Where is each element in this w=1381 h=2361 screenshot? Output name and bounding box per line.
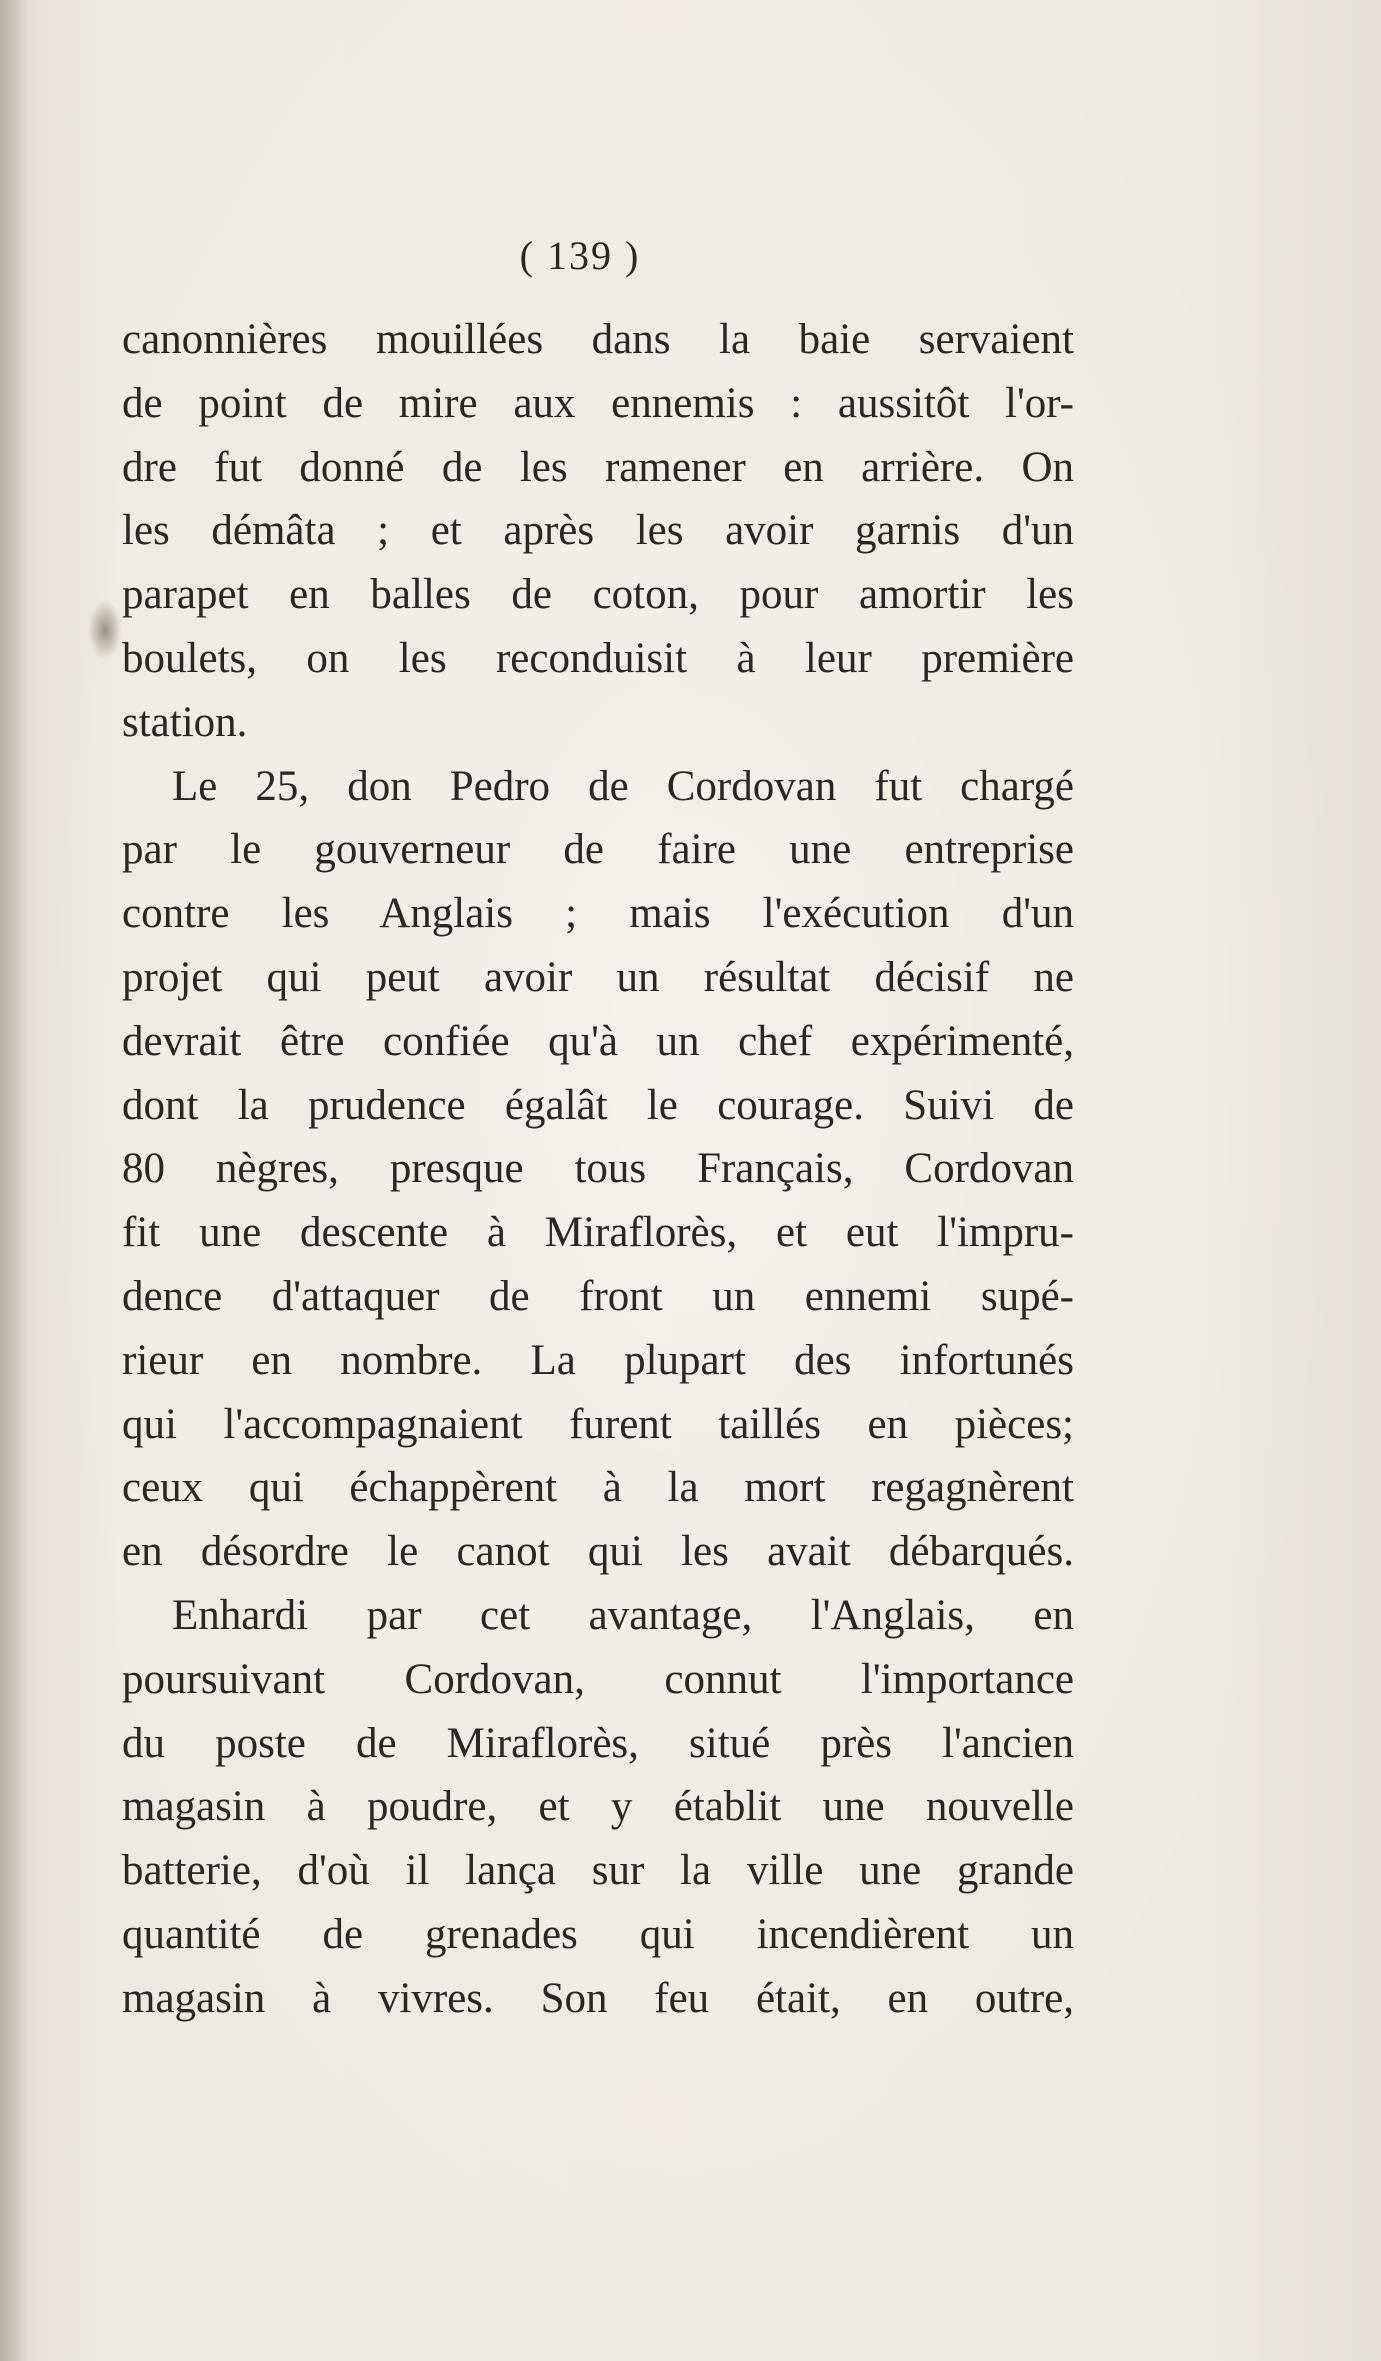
text-line: fit une descente à Miraflorès, et eut l'impru- [122, 1209, 1074, 1257]
text-line: canonnières mouillées dans la baie servaient [122, 316, 1074, 363]
text-line: en désordre le canot qui les avait débarqués. [122, 1528, 1074, 1576]
text-line: parapet en balles de coton, pour amortir les [122, 571, 1074, 619]
text-line: de point de mire aux ennemis : aussitôt l'or- [122, 379, 1074, 427]
text-line: dre fut donné de les ramener en arrière. On [122, 443, 1074, 491]
text-line: 80 nègres, presque tous Français, Cordovan [122, 1145, 1074, 1193]
text-line: dence d'attaquer de front un ennemi supé- [122, 1272, 1074, 1320]
body-text [122, 308, 1074, 2031]
text-line: les démâta ; et après les avoir garnis d'un [122, 507, 1074, 555]
text-line: poursuivant Cordovan, connut l'importance [122, 1655, 1074, 1703]
text-line: Le 25, don Pedro de Cordovan fut chargé [172, 762, 1074, 810]
text-line: boulets, on les reconduisit à leur première [122, 634, 1074, 682]
text-line: du poste de Miraflorès, situé près l'ancien [122, 1719, 1074, 1767]
foxing-stain [88, 600, 122, 660]
page-number: ( 139 ) [519, 233, 641, 278]
text-line: par le gouverneur de faire une entreprise [122, 826, 1074, 874]
text-line: dont la prudence égalât le courage. Suivi de [122, 1081, 1074, 1129]
text-line: station. [122, 698, 248, 746]
text-line: quantité de grenades qui incendièrent un [122, 1910, 1074, 1958]
text-line: devrait être confiée qu'à un chef expérimenté, [122, 1017, 1074, 1065]
text-line: rieur en nombre. La plupart des infortunés [122, 1336, 1074, 1384]
page-edge-shadow [0, 0, 28, 2361]
text-line: contre les Anglais ; mais l'exécution d'un [122, 890, 1074, 938]
text-line: ceux qui échappèrent à la mort regagnèrent [122, 1464, 1074, 1512]
text-line: batterie, d'où il lança sur la ville une grande [122, 1847, 1074, 1895]
text-line: magasin à vivres. Son feu était, en outre, [122, 1974, 1074, 2022]
text-line: Enhardi par cet avantage, l'Anglais, en [172, 1591, 1074, 1639]
text-line: magasin à poudre, et y établit une nouvelle [122, 1783, 1074, 1831]
text-line: projet qui peut avoir un résultat décisif ne [122, 953, 1074, 1001]
text-line: qui l'accompagnaient furent taillés en pièces; [122, 1400, 1074, 1448]
